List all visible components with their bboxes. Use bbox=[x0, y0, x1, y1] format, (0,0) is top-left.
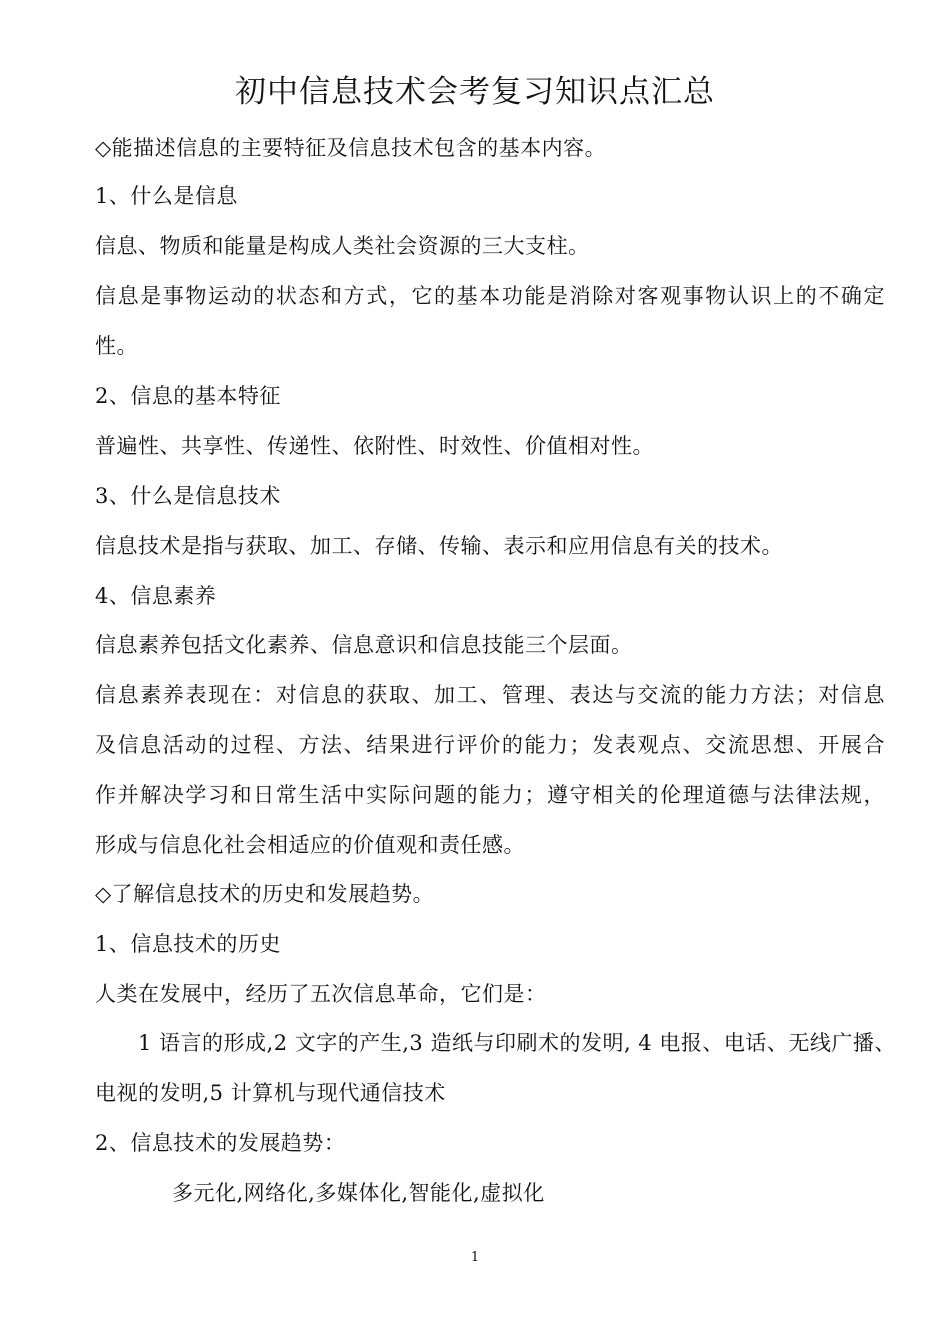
subheading-info-features: 2、信息的基本特征 bbox=[95, 384, 281, 408]
paragraph-line: 信息素养表现在：对信息的获取、加工、管理、表达与交流的能力方法；对信息 bbox=[95, 683, 885, 707]
paragraph-line: 普遍性、共享性、传递性、依附性、时效性、价值相对性。 bbox=[95, 434, 654, 458]
section-heading-1: ◇能描述信息的主要特征及信息技术包含的基本内容。 bbox=[95, 136, 607, 160]
subheading-what-is-it: 3、什么是信息技术 bbox=[95, 484, 281, 508]
paragraph-line: 多元化,网络化,多媒体化,智能化,虚拟化 bbox=[172, 1181, 545, 1205]
subheading-it-trends: 2、信息技术的发展趋势： bbox=[95, 1131, 346, 1155]
paragraph-line: 信息素养包括文化素养、信息意识和信息技能三个层面。 bbox=[95, 633, 633, 657]
subheading-what-is-info: 1、什么是信息 bbox=[95, 184, 238, 208]
paragraph-line: 及信息活动的过程、方法、结果进行评价的能力；发表观点、交流思想、开展合 bbox=[95, 733, 885, 757]
subheading-it-history: 1、信息技术的历史 bbox=[95, 932, 281, 956]
page-number: 1 bbox=[470, 1250, 480, 1265]
paragraph-line: 信息是事物运动的状态和方式，它的基本功能是消除对客观事物认识上的不确定 bbox=[95, 284, 885, 308]
paragraph-line: 信息技术是指与获取、加工、存储、传输、表示和应用信息有关的技术。 bbox=[95, 534, 783, 558]
paragraph-line: 作并解决学习和日常生活中实际问题的能力；遵守相关的伦理道德与法律法规， bbox=[95, 783, 885, 807]
paragraph-line: 形成与信息化社会相适应的价值观和责任感。 bbox=[95, 833, 525, 857]
section-heading-2: ◇了解信息技术的历史和发展趋势。 bbox=[95, 882, 435, 906]
paragraph-line: 信息、物质和能量是构成人类社会资源的三大支柱。 bbox=[95, 234, 590, 258]
paragraph-line: 人类在发展中，经历了五次信息革命，它们是： bbox=[95, 982, 547, 1006]
page-title: 初中信息技术会考复习知识点汇总 bbox=[235, 74, 715, 110]
paragraph-line: 性。 bbox=[95, 334, 138, 358]
paragraph-line: 1 语言的形成,2 文字的产生,3 造纸与印刷术的发明, 4 电报、电话、无线广播、 bbox=[138, 1031, 896, 1055]
paragraph-line: 电视的发明,5 计算机与现代通信技术 bbox=[95, 1081, 446, 1105]
subheading-info-literacy: 4、信息素养 bbox=[95, 584, 217, 608]
